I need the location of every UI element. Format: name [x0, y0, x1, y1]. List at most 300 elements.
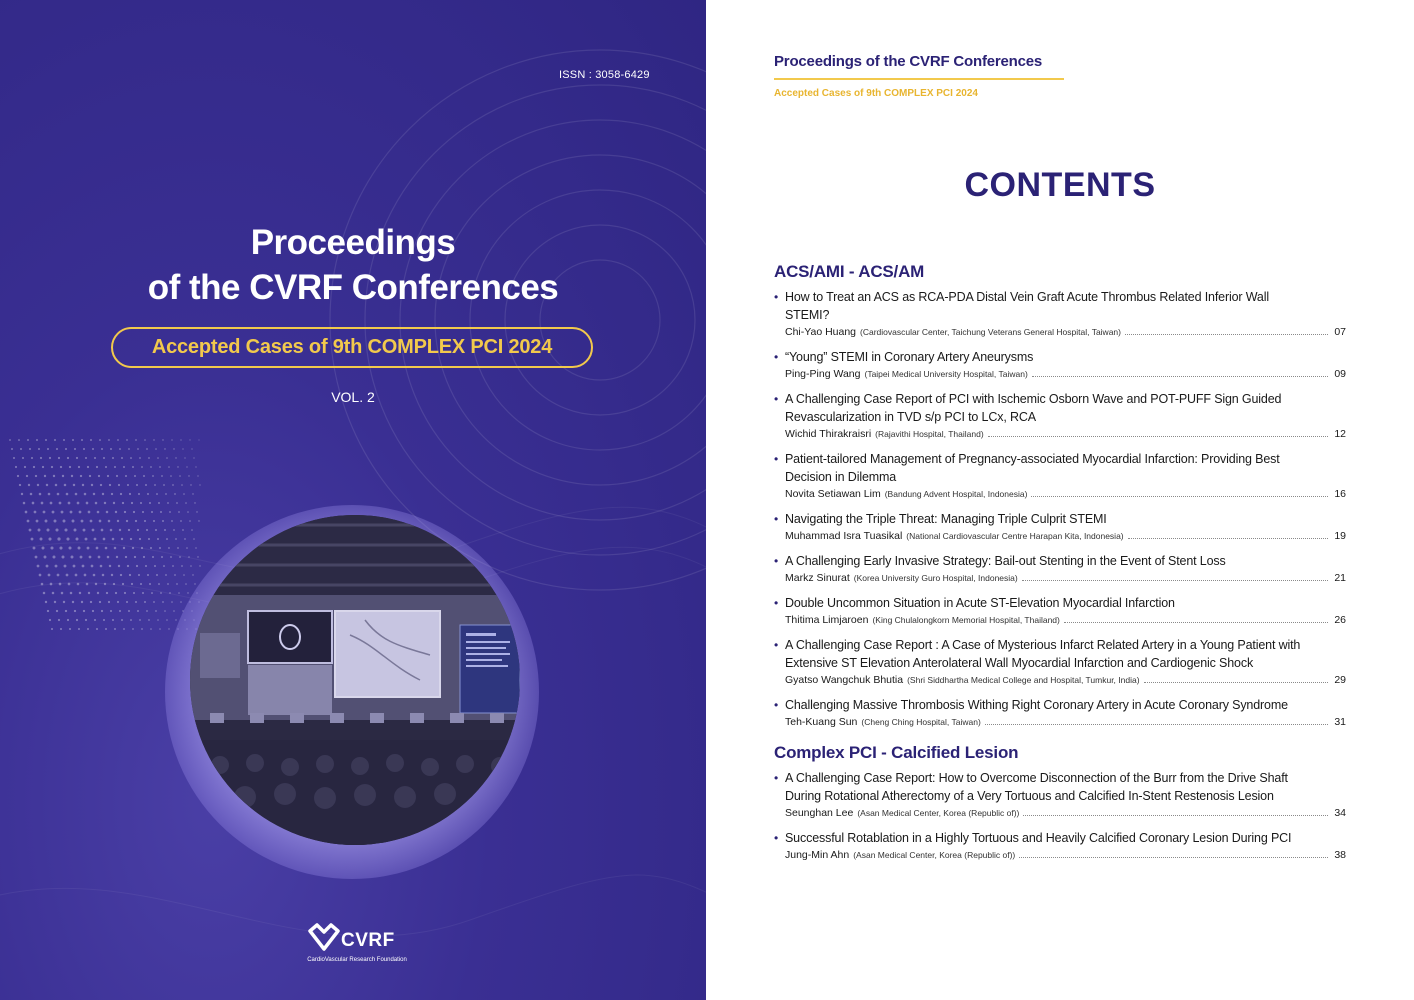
entry-affiliation: (Cardiovascular Center, Taichung Veterans General Hospital, Taiwan): [860, 327, 1121, 337]
decor-dot: [114, 547, 117, 550]
decor-dot: [90, 601, 92, 603]
decor-dot: [149, 502, 151, 504]
entry-author: Teh-Kuang Sun: [785, 716, 858, 728]
decor-dot: [159, 628, 161, 630]
decor-dot: [178, 511, 180, 513]
header-underline: [774, 78, 1064, 80]
decor-dot: [139, 538, 141, 540]
decor-dot: [91, 565, 94, 568]
entry-meta: [785, 613, 1346, 627]
decor-dot: [54, 601, 56, 603]
decor-dot: [23, 502, 26, 505]
decor-dot: [188, 556, 190, 558]
decor-dot: [49, 619, 51, 621]
entry-title: A Challenging Case Report: How to Overcome Disconnection of the Burr from the Drive Shaft During Rotational Atherectomy of a Very Tortuous and Calcified In-Stent Restenosis Lesion: [785, 771, 1288, 803]
decor-dot: [173, 529, 175, 531]
toc-entry[interactable]: [774, 288, 1346, 339]
decor-dot: [53, 475, 55, 477]
decor-dot: [47, 448, 49, 450]
decor-dot: [150, 466, 152, 468]
decor-dot: [111, 493, 113, 495]
decor-dot: [112, 619, 114, 621]
decor-dot: [188, 475, 189, 476]
decor-dot: [143, 556, 145, 558]
decor-dot: [179, 475, 181, 477]
decor-dot: [135, 439, 137, 441]
decor-dot: [43, 592, 46, 595]
decor-dot: [123, 466, 125, 468]
decor-dot: [87, 466, 89, 468]
decor-dot: [93, 493, 95, 495]
toc-entry[interactable]: [774, 769, 1346, 820]
cover-subtitle-badge: Accepted Cases of 9th COMPLEX PCI 2024: [111, 327, 593, 368]
entry-author: Wichid Thirakraisri: [785, 428, 872, 440]
decor-dot: [149, 583, 151, 585]
entry-meta: [785, 673, 1346, 687]
decor-dot: [57, 537, 60, 540]
decor-dot: [185, 583, 187, 585]
decor-dot: [66, 574, 69, 577]
decor-dot: [112, 538, 115, 541]
decor-dot: [11, 448, 13, 450]
decor-dot: [55, 565, 58, 568]
decor-dot: [98, 475, 100, 477]
conference-photo: [190, 515, 520, 845]
decor-dot: [40, 538, 43, 541]
decor-dot: [105, 628, 107, 630]
decor-dot: [164, 610, 166, 612]
decor-dot: [76, 538, 79, 541]
decor-dot: [131, 583, 133, 585]
decor-dot: [54, 439, 56, 441]
decor-dot: [139, 457, 141, 459]
entry-page-number: 12: [1334, 428, 1346, 440]
decor-dot: [157, 538, 159, 540]
decor-dot: [175, 619, 176, 620]
decor-dot: [61, 592, 64, 595]
decor-dot: [105, 547, 108, 550]
decor-dot: [94, 457, 96, 459]
decor-dot: [145, 565, 147, 567]
decor-dot: [21, 493, 23, 495]
decor-dot: [132, 547, 134, 549]
contents-page: [706, 0, 1414, 1000]
decor-dot: [87, 628, 89, 630]
heart-logo-icon: [307, 923, 341, 953]
decor-dot: [121, 457, 123, 459]
decor-dot: [160, 592, 162, 594]
decor-dot: [35, 556, 38, 559]
decor-dot: [115, 592, 117, 594]
entry-meta: [785, 848, 1346, 862]
entry-meta: [785, 529, 1346, 543]
toc-entry[interactable]: [774, 636, 1346, 687]
bullet-icon: •: [774, 771, 779, 785]
decor-dot: [146, 448, 148, 450]
dot-leader: [1022, 580, 1328, 581]
decor-dot: [109, 565, 111, 567]
decor-dot: [63, 520, 66, 523]
decor-dot: [164, 448, 165, 449]
decor-dot: [44, 475, 46, 477]
decor-dot: [118, 484, 120, 486]
decor-dot: [60, 628, 62, 630]
decor-dot: [108, 520, 111, 523]
bullet-icon: •: [774, 290, 779, 304]
decor-dot: [174, 493, 176, 495]
entry-title: Double Uncommon Situation in Acute ST-Elevation Myocardial Infarction: [785, 596, 1175, 610]
entry-title: A Challenging Case Report of PCI with Ischemic Osborn Wave and POT-PUFF Sign Guided Revascularization in TVD s/p PCI to LCx, RCA: [785, 392, 1282, 424]
decor-dot: [45, 601, 47, 603]
decor-dot: [28, 484, 30, 486]
decor-dot: [179, 556, 181, 558]
decor-dot: [84, 493, 87, 496]
decor-dot: [155, 610, 157, 612]
dot-leader: [1032, 376, 1328, 377]
decor-dot: [41, 502, 44, 505]
decor-dot: [126, 601, 128, 603]
decor-dot: [29, 448, 31, 450]
decor-dot: [172, 565, 174, 567]
decor-dot: [72, 601, 74, 603]
decor-dot: [57, 574, 60, 577]
decor-dot: [132, 466, 134, 468]
decor-dot: [92, 529, 95, 532]
entry-affiliation: (Asan Medical Center, Korea (Republic of)): [853, 850, 1016, 860]
toc-entry[interactable]: [774, 552, 1346, 585]
decor-dot: [128, 529, 130, 531]
decor-dot: [46, 528, 49, 531]
entry-title: A Challenging Case Report : A Case of Mysterious Infarct Related Artery in a Young Patient with Extensive ST Elevation Anterolateral Wall Myocardial Infarction and Cardiogenic Shock: [785, 638, 1301, 670]
decor-dot: [13, 457, 15, 459]
decor-dot: [49, 457, 51, 459]
decor-dot: [181, 484, 183, 486]
decor-dot: [136, 484, 138, 486]
decor-dot: [67, 457, 69, 459]
decor-dot: [80, 475, 82, 477]
decor-dot: [85, 619, 87, 621]
entry-affiliation: (Bandung Advent Hospital, Indonesia): [884, 489, 1028, 499]
decor-dot: [120, 574, 122, 576]
volume-label: VOL. 2: [331, 389, 375, 405]
decor-dot: [124, 511, 126, 513]
decor-dot: [146, 529, 148, 531]
decor-dot: [113, 583, 115, 585]
decor-dot: [65, 610, 67, 612]
entry-meta: [785, 715, 1346, 729]
decor-dot: [148, 457, 150, 459]
decor-dot: [173, 610, 175, 612]
running-header-title: Proceedings of the CVRF Conferences: [774, 53, 1043, 70]
decor-dot: [123, 547, 125, 549]
decor-dot: [167, 502, 169, 504]
decor-dot: [54, 520, 57, 523]
toc-entry[interactable]: [774, 696, 1346, 729]
decor-dot: [9, 439, 11, 441]
entry-author: Jung-Min Ahn: [785, 849, 850, 861]
decor-dot: [153, 439, 154, 440]
entry-affiliation: (King Chulalongkorn Memorial Hospital, Thailand): [872, 615, 1060, 625]
decor-dot: [102, 493, 104, 495]
decor-dot: [173, 448, 174, 449]
decor-dot: [56, 448, 58, 450]
decor-dot: [82, 565, 85, 568]
decor-dot: [137, 448, 139, 450]
entry-title: A Challenging Early Invasive Strategy: Bail-out Stenting in the Event of Stent Loss: [785, 554, 1226, 568]
decor-dot: [101, 610, 103, 612]
decor-dot: [81, 520, 84, 523]
decor-dot: [69, 628, 71, 630]
decor-dot: [50, 502, 53, 505]
decor-dot: [78, 628, 80, 630]
decor-dot: [107, 556, 110, 559]
bullet-icon: •: [774, 452, 779, 466]
decor-dot: [68, 546, 71, 549]
decor-dot: [96, 628, 98, 630]
decor-dot: [44, 556, 47, 559]
decor-dot: [30, 493, 33, 496]
decor-dot: [83, 529, 86, 532]
decor-dot: [99, 601, 101, 603]
decor-dot: [45, 520, 48, 523]
decor-dot: [133, 592, 135, 594]
entry-meta: [785, 806, 1346, 820]
decor-dot: [193, 538, 195, 540]
decor-dot: [37, 484, 39, 486]
decor-dot: [148, 619, 150, 621]
decor-dot: [50, 546, 53, 549]
entry-meta: [785, 487, 1346, 501]
decor-dot: [34, 511, 37, 514]
decor-dot: [182, 448, 183, 449]
entry-author: Muhammad Isra Tuasikal: [785, 530, 903, 542]
decor-dot: [133, 511, 135, 513]
entry-title: Successful Rotablation in a Highly Tortuous and Heavily Calcified Coronary Lesion During PCI: [785, 831, 1292, 845]
decor-dot: [162, 520, 164, 522]
toc-entry[interactable]: [774, 510, 1346, 543]
entry-affiliation: (National Cardiovascular Centre Harapan Kita, Indonesia): [906, 531, 1124, 541]
decor-dot: [77, 502, 80, 505]
dot-leader: [1023, 815, 1328, 816]
logo-wordmark: CVRF: [341, 930, 395, 951]
decor-dot: [97, 592, 99, 594]
decor-dot: [152, 475, 154, 477]
decor-dot: [199, 565, 200, 566]
decor-dot: [184, 457, 185, 458]
decor-dot: [48, 537, 51, 540]
dot-leader: [1128, 538, 1328, 539]
decor-dot: [90, 439, 92, 441]
decor-dot: [119, 448, 121, 450]
decor-dot: [96, 547, 99, 550]
decor-dot: [52, 511, 55, 514]
decor-dot: [42, 466, 44, 468]
decor-dot: [43, 511, 46, 514]
decor-dot: [144, 439, 146, 441]
decor-dot: [136, 565, 138, 567]
decor-dot: [26, 475, 28, 477]
decor-dot: [110, 448, 112, 450]
decor-dot: [68, 502, 71, 505]
decor-dot: [138, 574, 140, 576]
dot-leader: [985, 724, 1328, 725]
decor-dot: [199, 484, 200, 485]
decor-dot: [166, 457, 168, 459]
decor-dot: [83, 448, 85, 450]
decor-dot: [66, 493, 69, 496]
decor-dot: [61, 511, 64, 514]
decor-dot: [144, 520, 146, 522]
decor-dot: [85, 457, 87, 459]
decor-dot: [52, 592, 55, 595]
decor-dot: [170, 475, 172, 477]
decor-dot: [151, 592, 153, 594]
decor-dot: [134, 475, 136, 477]
entry-page-number: 21: [1334, 572, 1346, 584]
dot-leader: [1031, 496, 1328, 497]
decor-dot: [178, 592, 180, 594]
decor-dot: [105, 466, 107, 468]
decor-dot: [181, 565, 183, 567]
decor-dot: [93, 574, 96, 577]
decor-dot: [126, 520, 128, 522]
decor-dot: [158, 502, 160, 504]
decor-dot: [195, 466, 196, 467]
decor-dot: [155, 448, 157, 450]
decor-dot: [92, 448, 94, 450]
decor-dot: [113, 502, 115, 504]
decor-dot: [127, 484, 129, 486]
decor-dot: [104, 502, 106, 504]
cover-title-line2: of the CVRF Conferences: [147, 268, 559, 307]
decor-dot: [151, 511, 153, 513]
decor-dot: [109, 484, 111, 486]
decor-dot: [150, 547, 152, 549]
decor-dot: [36, 439, 38, 441]
decor-dot: [119, 529, 121, 531]
decor-dot: [103, 538, 106, 541]
decor-dot: [88, 511, 91, 514]
entry-affiliation: (Asan Medical Center, Korea (Republic of)): [857, 808, 1020, 818]
decor-dot: [80, 556, 83, 559]
decor-dot: [68, 583, 71, 586]
decor-dot: [137, 529, 139, 531]
decor-dot: [121, 619, 123, 621]
decor-dot: [131, 502, 133, 504]
toc-entry[interactable]: [774, 594, 1346, 627]
decor-dot: [74, 529, 77, 532]
decor-dot: [31, 538, 34, 541]
decor-dot: [74, 448, 76, 450]
entry-affiliation: (Rajavithi Hospital, Thailand): [875, 429, 984, 439]
decor-dot: [128, 610, 130, 612]
issn-number: ISSN : 3058-6429: [559, 69, 650, 81]
decor-dot: [95, 583, 97, 585]
decor-dot: [176, 583, 178, 585]
decor-dot: [37, 565, 40, 568]
decor-dot: [197, 556, 198, 557]
decor-dot: [142, 511, 144, 513]
entry-page-number: 31: [1334, 716, 1346, 728]
decor-dot: [62, 475, 64, 477]
decor-dot: [38, 448, 40, 450]
entry-title: Navigating the Triple Threat: Managing Triple Culprit STEMI: [785, 512, 1107, 526]
decor-dot: [75, 574, 78, 577]
decor-dot: [114, 466, 116, 468]
decor-dot: [154, 565, 156, 567]
decor-dot: [76, 619, 78, 621]
decor-dot: [141, 547, 143, 549]
decor-dot: [152, 556, 154, 558]
decor-dot: [183, 574, 185, 576]
bullet-icon: •: [774, 350, 779, 364]
decor-dot: [39, 493, 42, 496]
decor-dot: [24, 466, 26, 468]
decor-dot: [130, 538, 132, 540]
decor-dot: [60, 466, 62, 468]
decor-dot: [18, 439, 20, 441]
decor-dot: [187, 592, 188, 593]
decor-dot: [86, 502, 89, 505]
decor-dot: [46, 565, 49, 568]
decor-dot: [163, 484, 165, 486]
decor-dot: [97, 511, 100, 514]
contents-heading: CONTENTS: [964, 166, 1156, 204]
decor-dot: [119, 610, 121, 612]
entry-title: Patient-tailored Management of Pregnancy-associated Myocardial Infarction: Providing Best Decision in Dilemma: [785, 452, 1280, 484]
decor-dot: [189, 439, 190, 440]
decor-dot: [78, 547, 81, 550]
decor-dot: [39, 574, 42, 577]
decor-dot: [140, 502, 142, 504]
decor-dot: [159, 547, 161, 549]
decor-dot: [27, 520, 30, 523]
decor-dot: [171, 520, 173, 522]
toc-entry[interactable]: [774, 829, 1346, 862]
decor-dot: [38, 529, 41, 532]
decor-dot: [81, 439, 83, 441]
decor-dot: [95, 502, 98, 505]
toc-entry[interactable]: [774, 390, 1346, 441]
decor-dot: [129, 493, 131, 495]
decor-dot: [123, 628, 125, 630]
decor-dot: [157, 619, 159, 621]
decor-dot: [94, 538, 97, 541]
decor-dot: [90, 520, 93, 523]
decor-dot: [166, 619, 168, 621]
bullet-icon: •: [774, 638, 779, 652]
decor-dot: [70, 511, 73, 514]
dot-leader: [1144, 682, 1328, 683]
toc-entry[interactable]: [774, 348, 1346, 381]
decor-dot: [31, 457, 33, 459]
conference-hall-image: [190, 515, 520, 845]
decor-dot: [20, 448, 22, 450]
book-cover: [0, 0, 706, 1000]
entry-page-number: 09: [1334, 368, 1346, 380]
decor-dot: [180, 439, 181, 440]
decor-dot: [94, 619, 96, 621]
decor-dot: [139, 619, 141, 621]
entry-title: How to Treat an ACS as RCA-PDA Distal Vein Graft Acute Thrombus Related Inferior Wall STEMI?: [785, 290, 1269, 322]
decor-dot: [67, 619, 69, 621]
entry-author: Seunghan Lee: [785, 807, 854, 819]
decor-dot: [160, 511, 162, 513]
toc-entry[interactable]: [774, 450, 1346, 501]
decor-dot: [71, 556, 74, 559]
decor-dot: [114, 628, 116, 630]
decor-dot: [73, 484, 75, 486]
